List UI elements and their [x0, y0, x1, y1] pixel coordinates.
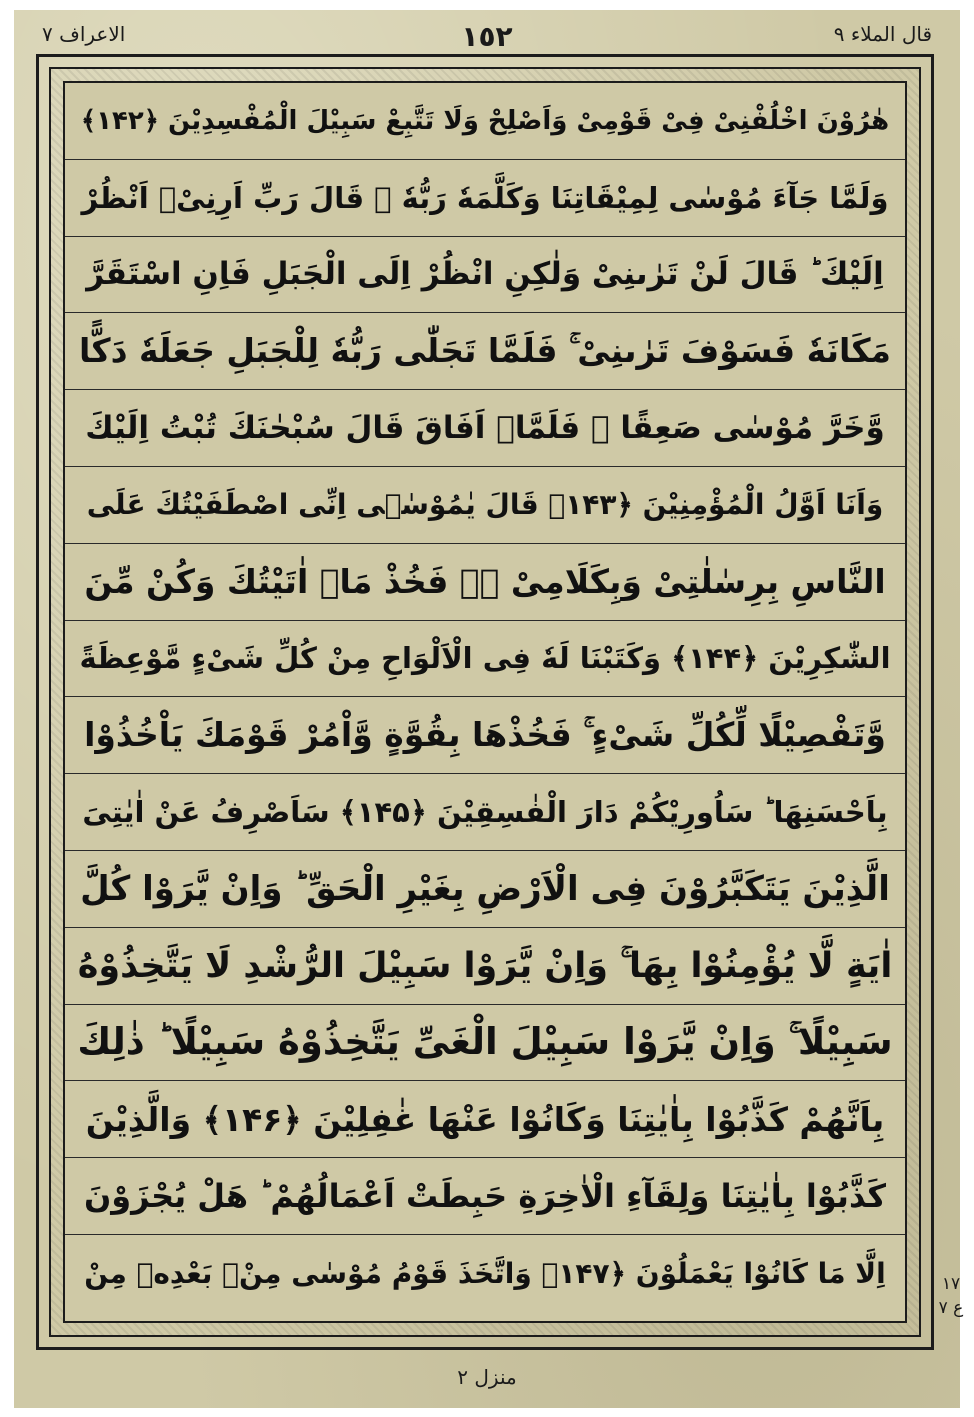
verse-line: النَّاسِ بِرِسٰلٰتِیْ وَبِكَلَامِیْ ۖ٘ فَخُذْ مَاۤ اٰتَیْتُكَ وَكُنْ مِّنَ: [65, 544, 905, 621]
verse-line: كَذَّبُوْا بِاٰیٰتِنَا وَلِقَآءِ الْاٰخِرَةِ حَبِطَتْ اَعْمَالُهُمْ ؕ هَلْ یُجْزَوْنَ: [65, 1158, 905, 1235]
verse-line: اٰیَةٍ لَّا یُؤْمِنُوْا بِهَا ۚ وَاِنْ یَّرَوْا سَبِیْلَ الرُّشْدِ لَا یَتَّخِذُوْهُ: [65, 928, 905, 1005]
surah-name: الاعراف ٧: [42, 22, 126, 46]
verse-line: مَكَانَهٗ فَسَوْفَ تَرٰىنِیْ ۚ فَلَمَّا تَجَلّٰی رَبُّهٗ لِلْجَبَلِ جَعَلَهٗ دَكًّا: [65, 313, 905, 390]
verse-lines: [65, 83, 905, 1321]
text-frame: [36, 54, 934, 1350]
page-number: ١٥٢: [461, 20, 513, 53]
mushaf-page: [14, 10, 964, 1408]
text-area: [63, 81, 907, 1323]
verse-line: هٰرُوْنَ اخْلُفْنِیْ فِیْ قَوْمِیْ وَاَصْلِحْ وَلَا تَتَّبِعْ سَبِیْلَ الْمُفْسِدِیْنَ ﴿۱۴۲﴾: [65, 83, 905, 160]
verse-line: وَلَمَّا جَآءَ مُوْسٰی لِمِیْقَاتِنَا وَكَلَّمَهٗ رَبُّهٗ ۙ قَالَ رَبِّ اَرِنِیْۤ اَنْظُرْ: [65, 160, 905, 237]
verse-line: اِلَیْكَ ؕ قَالَ لَنْ تَرٰىنِیْ وَلٰكِنِ انْظُرْ اِلَى الْجَبَلِ فَاِنِ اسْتَقَرَّ: [65, 237, 905, 314]
verse-line: سَبِیْلًا ۚ وَاِنْ یَّرَوْا سَبِیْلَ الْغَیِّ یَتَّخِذُوْهُ سَبِیْلًا ؕ ذٰلِكَ: [65, 1005, 905, 1082]
manzil-label: منزل ٢: [457, 1365, 517, 1389]
juz-name: قال الملاء ٩: [833, 22, 932, 46]
verse-line: بِاَنَّهُمْ كَذَّبُوْا بِاٰیٰتِنَا وَكَانُوْا عَنْهَا غٰفِلِیْنَ ﴿۱۴۶﴾ وَالَّذِیْنَ: [65, 1081, 905, 1158]
verse-line: اِلَّا مَا كَانُوْا یَعْمَلُوْنَ ﴿۱۴۷﴾ وَاتَّخَذَ قَوْمُ مُوْسٰی مِنْۢ بَعْدِهٖ مِنْ: [84, 1256, 886, 1290]
ruku-marker: ١٧ ع ٧: [938, 1274, 964, 1318]
verse-line: الَّذِیْنَ یَتَكَبَّرُوْنَ فِی الْاَرْضِ بِغَیْرِ الْحَقِّ ؕ وَاِنْ یَّرَوْا كُلَّ: [65, 851, 905, 928]
verse-line: وَّخَرَّ مُوْسٰی صَعِقًا ۚ فَلَمَّاۤ اَفَاقَ قَالَ سُبْحٰنَكَ تُبْتُ اِلَیْكَ: [65, 390, 905, 467]
verse-line: وَّتَفْصِیْلًا لِّكُلِّ شَیْءٍ ۚ فَخُذْهَا بِقُوَّةٍ وَّاْمُرْ قَوْمَكَ یَاْخُذُوْا: [65, 697, 905, 774]
page-footer: [14, 1365, 960, 1389]
verse-line: بِاَحْسَنِهَا ؕ سَاُورِیْكُمْ دَارَ الْفٰسِقِیْنَ ﴿۱۴۵﴾ سَاَصْرِفُ عَنْ اٰیٰتِیَ: [65, 774, 905, 851]
decorative-border: [49, 67, 921, 1337]
verse-line: الشّٰكِرِیْنَ ﴿۱۴۴﴾ وَكَتَبْنَا لَهٗ فِی الْاَلْوَاحِ مِنْ كُلِّ شَیْءٍ مَّوْعِظَةً: [65, 621, 905, 698]
verse-line: وَاَنَا اَوَّلُ الْمُؤْمِنِیْنَ ﴿۱۴۳﴾ قَالَ یٰمُوْسٰۤی اِنِّی اصْطَفَیْتُكَ عَلَی: [65, 467, 905, 544]
